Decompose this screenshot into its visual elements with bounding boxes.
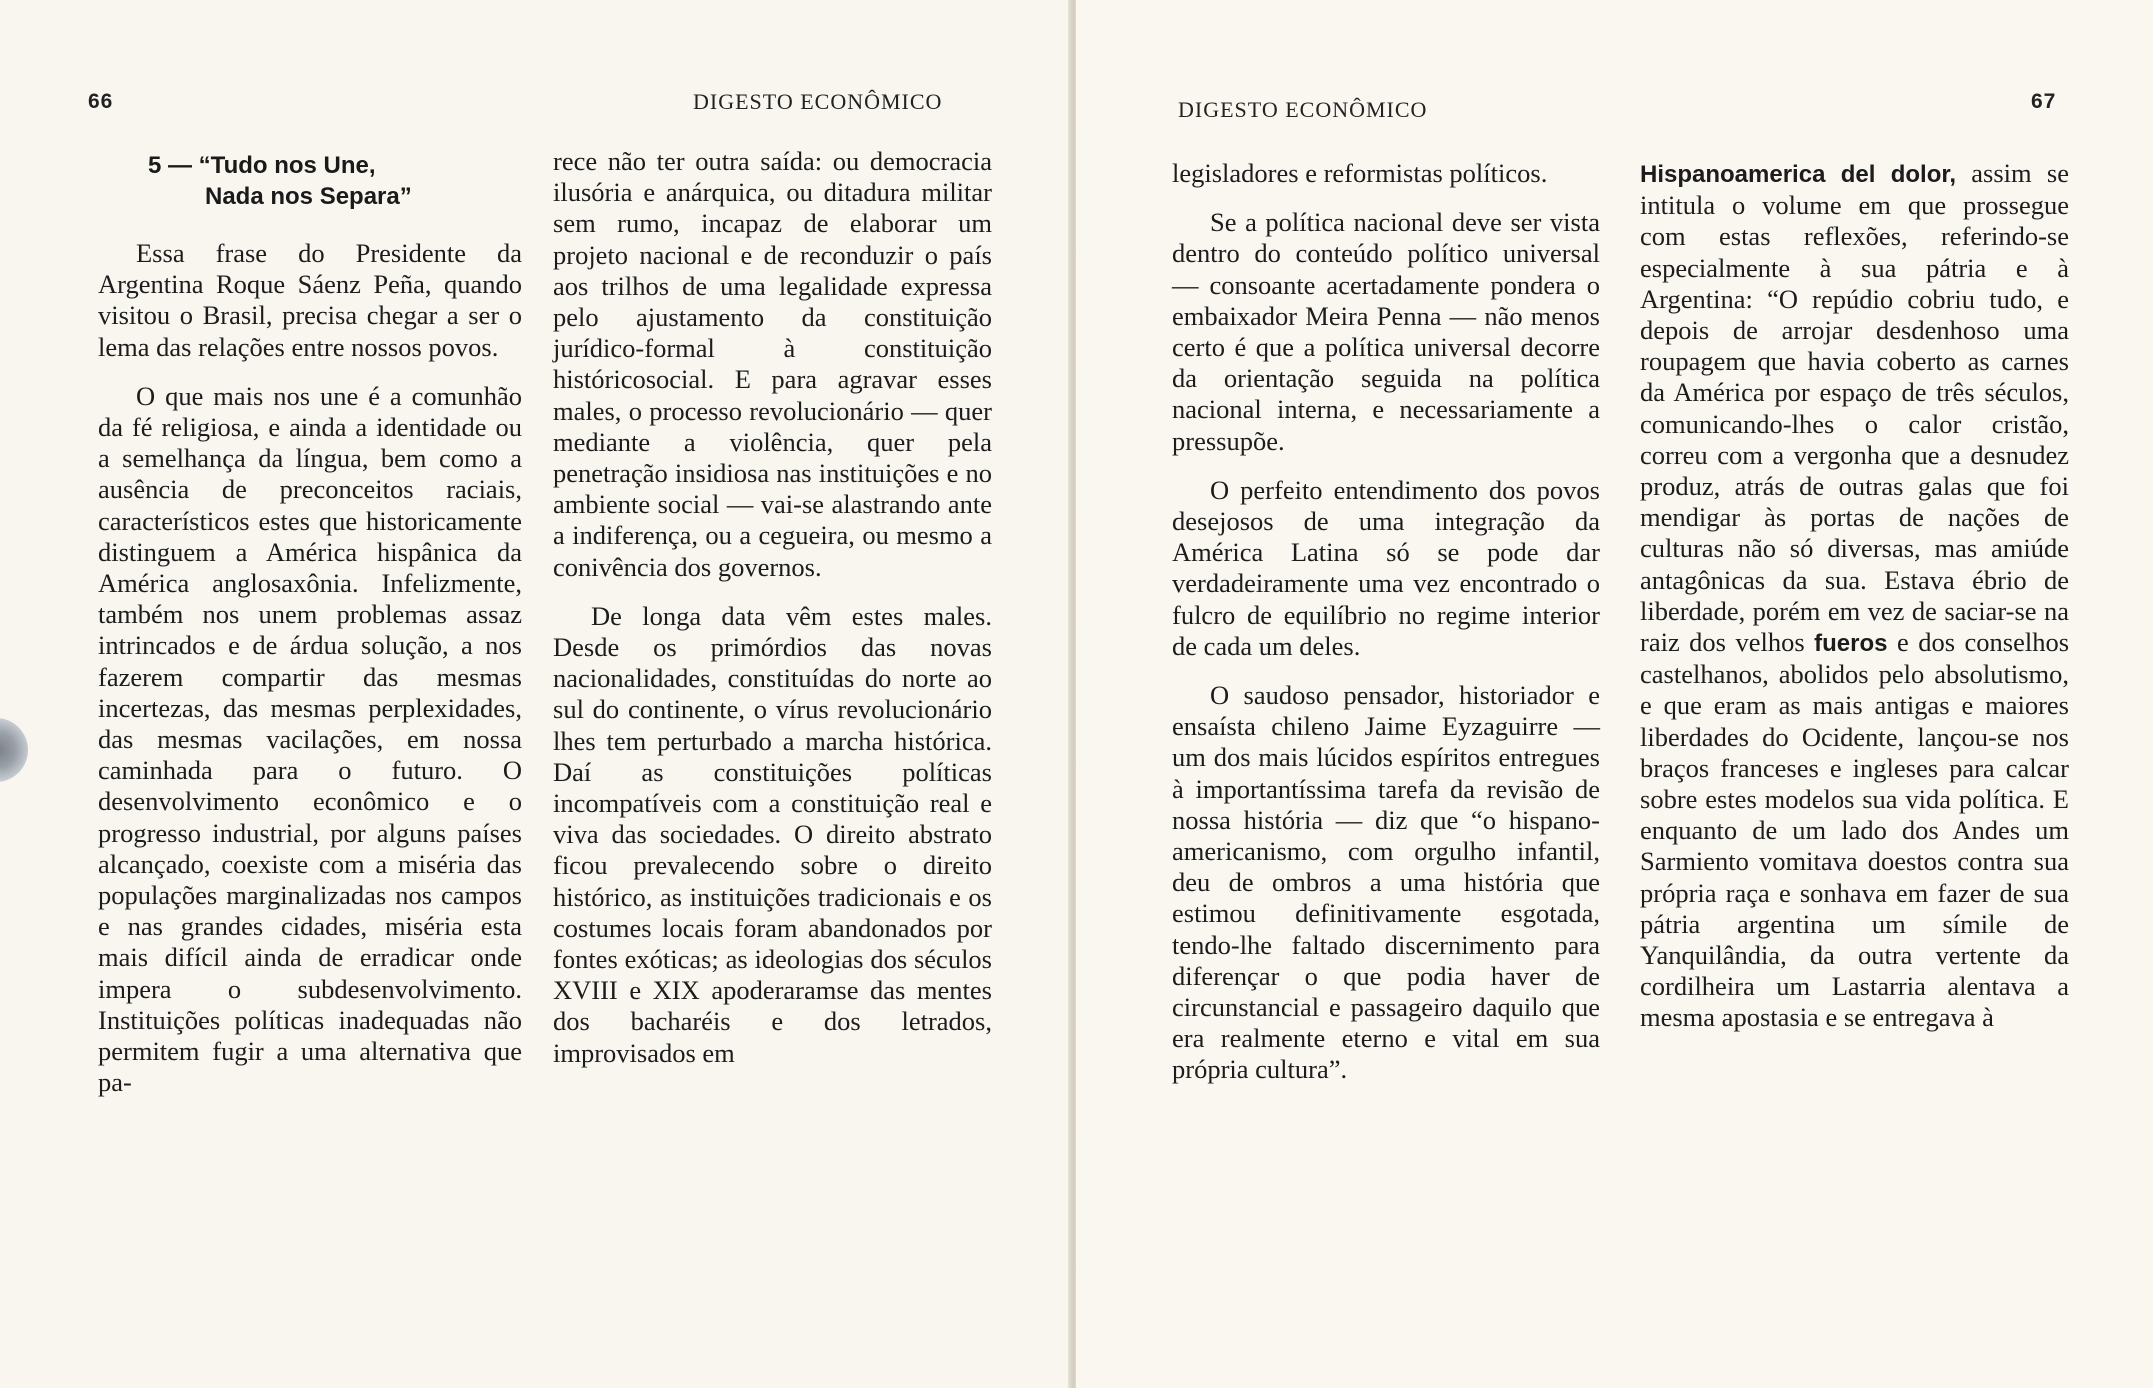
paragraph: O perfeito entendimento dos povos desejosos de uma integração da América Latina só se pode dar verdadeiramente uma vez encontrado o fulcro de equilíbrio no regime interior de cada um deles.: [1172, 474, 1600, 661]
left-column-2: [553, 146, 992, 1087]
paragraph-text: assim se intitula o volume em que prossegue com estas reflexões, referindo-se especialmente à sua pátria e à Argentina: “O repúdio cobriu tudo, e depois de arrojar desdenhoso uma roupagem que havia coberto as carnes da América por espaço de três séculos, comunicando-lhes o calor cristão, correu com a vergonha que a desnudez produz, atrás de outras galas que foi mendigar às portas de nações de culturas não só diversas, mas amiúde antagônicas da sua. Estava ébrio de liberdade, porém em vez de saciar-se na raiz dos velhos: [1640, 158, 2069, 658]
binding-hole: [0, 718, 28, 782]
page-number-left: 66: [88, 90, 114, 113]
paragraph: rece não ter outra saída: ou democracia ilusória e anárquica, ou ditadura militar sem rumo, incapaz de elaborar um projeto nacional e de reconduzir o país aos trilhos de uma legalidade expressa pelo ajustamento da constituição jurídico-formal à constituição históricosocial. E para agravar esses males, o processo revolucionário — quer mediante a violência, quer pela penetração insidiosa nas instituições e no ambiente social — vai-se alastrando ante a indiferença, ou a cegueira, ou mesmo a conivência dos governos.: [553, 146, 992, 582]
paragraph: legisladores e reformistas políticos.: [1172, 158, 1548, 188]
paragraph: O saudoso pensador, historiador e ensaísta chileno Jaime Eyzaguirre — um dos mais lúcidos espíritos entregues à importantíssima tarefa da revisão de nossa história — diz que “o hispano-americanismo, com orgulho infantil, deu de ombros a uma história que estimou definitivamente esgotada, tendo-lhe faltado discernimento para diferençar o que podia haver de circunstancial e passageiro daquilo que era realmente eterno e vital em sua própria cultura”.: [1172, 680, 1600, 1085]
right-column-1: [1172, 158, 1600, 1104]
paragraph: Essa frase do Presidente da Argentina Roque Sáenz Peña, quando visitou o Brasil, precisa chegar a ser o lema das relações entre nossos povos.: [98, 238, 522, 362]
section-heading-line-1: 5 — “Tudo nos Une,: [148, 152, 376, 179]
bold-word: fueros: [1814, 630, 1888, 658]
paragraph: O que mais nos une é a comunhão da fé religiosa, e ainda a identidade ou a semelhança da língua, bem como a ausência de preconceitos raciais, característicos estes que historicamente distinguem a América hispânica da América anglosaxônia. Infelizmente, também nos unem problemas assaz intrincados e de árdua solução, a nos fazerem compartir das mesmas incertezas, das mesmas perplexidades, das mesmas vacilações, em nossa caminhada para o futuro. O desenvolvimento econômico e o progresso industrial, por alguns países alcançado, coexiste com a miséria das populações marginalizadas nos campos e nas grandes cidades, miséria esta mais difícil ainda de erradicar onde impera o subdesenvolvimento. Instituições políticas inadequadas não permitem fugir a uma alternativa que pa-: [98, 380, 522, 1098]
paragraph: Se a política nacional deve ser vista dentro do conteúdo político universal — consoante acertadamente pondera o embaixador Meira Penna — não menos certo é que a política universal decorre da orientação seguida na política nacional interna, e necessariamente a pressupõe.: [1172, 207, 1600, 456]
left-column-1: [98, 146, 522, 1116]
running-head-left: DIGESTO ECONÔMICO: [693, 89, 943, 114]
bold-book-title: Hispanoamerica del dolor,: [1640, 161, 1957, 188]
right-column-2: [1640, 158, 2069, 1052]
page-number-right: 67: [2031, 90, 2057, 113]
section-heading-line-2: Nada nos Separa”: [205, 183, 412, 210]
right-page: [1076, 0, 2153, 1388]
paragraph: [1640, 158, 2069, 1034]
paragraph: De longa data vêm estes males. Desde os primórdios das novas nacionalidades, constituídas do norte ao sul do continente, o vírus revolucionário lhes tem perturbado a marcha histórica. Daí as constituições políticas incompatíveis com a constituição real e viva das sociedades. O direito abstrato ficou prevalecendo sobre o direito histórico, as instituições tradicionais e os costumes locais foram abandonados por fontes exóticas; as ideologias dos séculos XVIII e XIX apoderaramse das mentes dos bacharéis e dos letrados, improvisados em: [553, 600, 992, 1068]
left-page: [0, 0, 1072, 1388]
section-heading: [98, 150, 522, 212]
paragraph-text: e dos conselhos castelhanos, abolidos pelo absolutismo, e que eram as mais antigas e maiores liberdades do Ocidente, lançou-se nos braços franceses e ingleses para calcar sobre estes modelos sua vida política. E enquanto de um lado dos Andes um Sarmiento vomitava doestos contra sua própria raça e sonhava em fazer de sua pátria argentina um símile de Yanquilândia, da outra vertente da cordilheira um Lastarria alentava a mesma apostasia e se entregava à: [1640, 627, 2070, 1033]
running-head-right: DIGESTO ECONÔMICO: [1178, 97, 1428, 122]
